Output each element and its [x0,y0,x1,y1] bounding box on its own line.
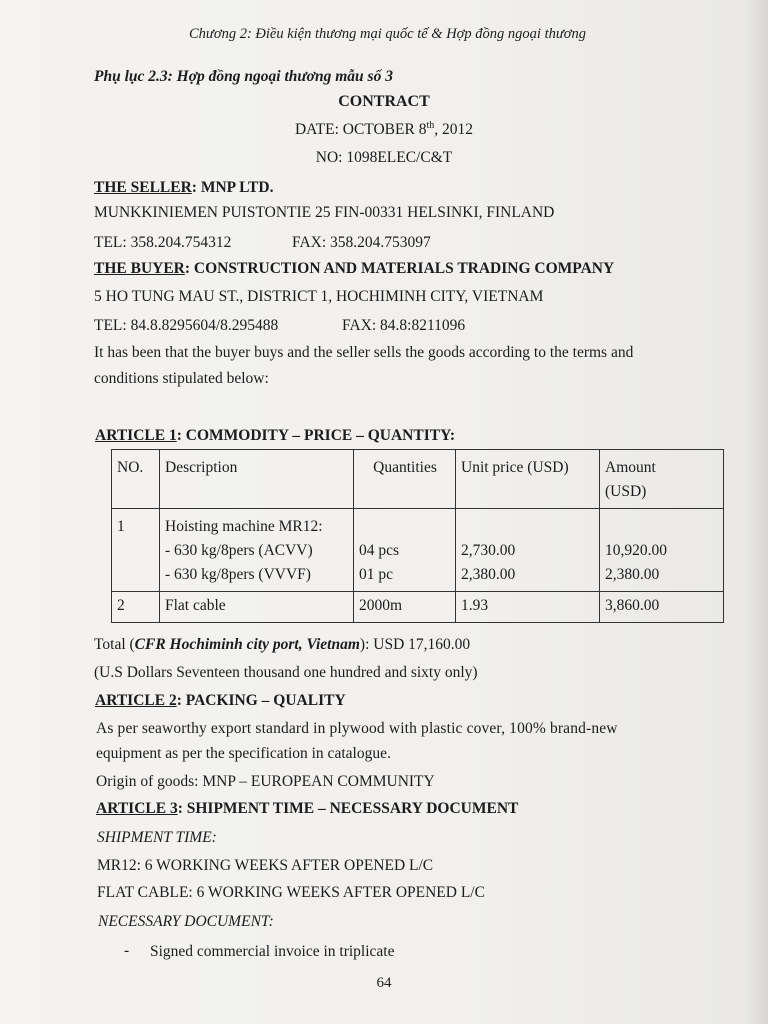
commodity-table [111,449,724,623]
row2-unit-price: 1.93 [456,592,600,623]
intro-line-2: conditions stipulated below: [94,370,269,387]
shipment-mr12: MR12: 6 WORKING WEEKS AFTER OPENED L/C [97,857,434,874]
bullet-dash: - [124,942,130,959]
total-line: Total (CFR Hochiminh city port, Vietnam): USD 17,160.00 [94,636,471,653]
origin-of-goods: Origin of goods: MNP – EUROPEAN COMMUNITY [96,773,435,790]
seller-label: THE SELLER [94,179,192,196]
seller-name: : MNP LTD. [191,179,274,196]
article-1-heading: ARTICLE 1: COMMODITY – PRICE – QUANTITY: [95,427,456,444]
total-in-words: (U.S Dollars Seventeen thousand one hundred and sixty only) [94,664,478,681]
row1-unit-price: 2,730.00 2,380.00 [456,509,600,592]
row2-quantities: 2000m [354,592,456,623]
row1-no: 1 [112,509,160,592]
row2-amount: 3,860.00 [600,592,724,623]
shipment-flat-cable: FLAT CABLE: 6 WORKING WEEKS AFTER OPENED L/C [97,884,485,901]
buyer-label: THE BUYER [94,260,185,277]
row1-amount: 10,920.00 2,380.00 [600,509,724,592]
seller-address: MUNKKINIEMEN PUISTONTIE 25 FIN-00331 HELSINKI, FINLAND [94,204,555,221]
table-row [112,509,724,592]
article-2-heading: ARTICLE 2: PACKING – QUALITY [95,692,346,709]
row2-no: 2 [112,592,160,623]
contract-number: NO: 1098ELEC/C&T [315,149,453,166]
buyer-fax: FAX: 84.8:8211096 [342,317,466,334]
shipment-time-heading: SHIPMENT TIME: [97,829,217,846]
row1-description: Hoisting machine MR12: - 630 kg/8pers (ACVV) - 630 kg/8pers (VVVF) [160,509,354,592]
header-description: Description [160,450,354,509]
header-no: NO. [112,450,160,509]
packing-line-2: equipment as per the specification in catalogue. [96,745,391,762]
row2-description: Flat cable [160,592,354,623]
buyer-tel: TEL: 84.8.8295604/8.295488 [94,317,279,334]
buyer-line [94,259,614,279]
page-number: 64 [376,975,392,991]
header-unit-price: Unit price (USD) [456,450,600,509]
seller-fax: FAX: 358.204.753097 [292,234,431,251]
row1-quantities: 04 pcs 01 pc [354,509,456,592]
buyer-name: : CONSTRUCTION AND MATERIALS TRADING COMPANY [184,260,615,277]
necessary-document-heading: NECESSARY DOCUMENT: [98,913,274,930]
buyer-address: 5 HO TUNG MAU ST., DISTRICT 1, HOCHIMINH CITY, VIETNAM [94,288,544,305]
chapter-header: Chương 2: Điều kiện thương mại quốc tế & Hợp đồng ngoại thương [189,26,587,42]
intro-line-1: It has been that the buyer buys and the seller sells the goods according to the terms and [94,344,634,361]
packing-line-1: As per seaworthy export standard in plywood with plastic cover, 100% brand-new [96,720,618,737]
contract-title: CONTRACT [338,93,430,110]
seller-tel: TEL: 358.204.754312 [94,234,232,251]
document-item-invoice: Signed commercial invoice in triplicate [150,943,395,960]
article-3-heading: ARTICLE 3: SHIPMENT TIME – NECESSARY DOCUMENT [96,800,519,817]
seller-line [94,178,273,198]
table-row [112,592,724,623]
table-header-row [112,450,724,509]
appendix-title: Phụ lục 2.3: Hợp đồng ngoại thương mẫu số 3 [94,68,393,85]
header-amount: Amount (USD) [600,450,724,509]
header-quantities: Quantities [354,450,456,509]
contract-date: DATE: OCTOBER 8th, 2012 [294,119,473,138]
